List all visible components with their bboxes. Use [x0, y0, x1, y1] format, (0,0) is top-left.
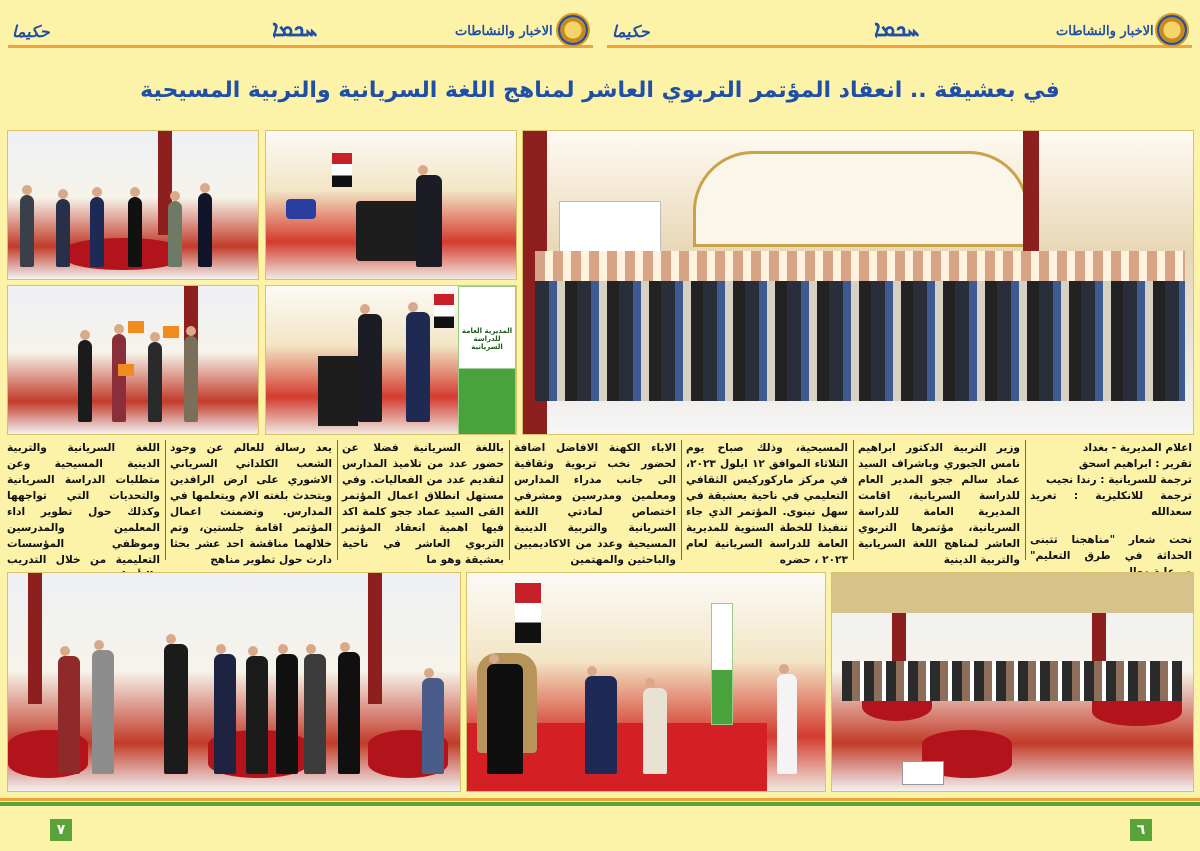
photo-audience-tables — [831, 572, 1194, 792]
article-credits-column — [1030, 440, 1192, 560]
article-column-4: باللغة السريانية فضلا عن حضور عدد من تلاميذ المدارس لتقديم عدد من الفعاليات. وفي مستهل انطلاق اعمال المؤتمر القى السيد عماد ججو كلمة اكد فيها اهمية انعقاد المؤتمر التربوي العاشر في ناحية بعشيقة وهو ما — [342, 442, 504, 566]
credit-directorate: اعلام المديرية - بغداد — [1082, 442, 1192, 454]
directorate-logo-right — [1155, 13, 1189, 47]
credit-report: تقرير : ابراهيم اسحق — [1078, 458, 1192, 470]
magazine-name-right: حكيما — [612, 22, 650, 41]
masthead-rule-left — [8, 45, 593, 48]
group-crowd — [535, 271, 1185, 401]
directorate-rollup-banner — [458, 286, 516, 435]
footer-rule-green — [0, 802, 1200, 806]
photo-delegation-standing — [7, 572, 461, 792]
page-number-left: ٧ — [50, 819, 72, 841]
headline: في بعشيقة .. انعقاد المؤتمر التربوي العاشر لمناهج اللغة السريانية والتربية المسيحية — [140, 78, 1060, 103]
section-title-left: الاخبار والنشاطات — [455, 24, 553, 39]
page-number-right: ٦ — [1130, 819, 1152, 841]
photo-guests-seated — [466, 572, 826, 792]
brand-mark-left: ܚܟܡܐ — [272, 16, 318, 42]
footer-rule-orange — [0, 798, 1200, 801]
article-column-5: يعد رسالة للعالم عن وجود الشعب الكلداني السرياني الاشوري على ارض الرافدين ويتحدث بلغته الام ويتعلمها في المدارس. وتضمنت اعمال المؤتمر اقامة جلستين، وتم خلالهما مناقشة احد عشر بحثا دارت حول تطوير مناهج — [170, 442, 332, 566]
article-column-3: الاباء الكهنة الافاضل اضافة لحضور نخب تربوية وثقافية الى جانب مدراء المدارس ومعلمين ومدرسين ومشرفي اختصاص لمادتي اللغة السريانية والتربية الدينية المسيحية وعدد من الاكاديميين والباحثين والمهتمين — [514, 442, 676, 566]
article-column-1: وزير التربية الدكتور ابراهيم نامس الجبوري وباشراف السيد عماد سالم ججو المدير العام للدراسة السريانية، اقامت المديرية العامة للدراسة السريانية، مؤتمرها التربوي العاشر لمناهج اللغة السريانية والتربية الدينية — [858, 442, 1020, 566]
directorate-logo-left — [556, 13, 590, 47]
brand-mark-right: ܚܟܡܐ — [874, 16, 920, 42]
banner-text: المديرية العامة للدراسة السريانية — [461, 327, 513, 351]
photo-two-speakers — [265, 285, 517, 435]
credit-syriac-translation: ترجمة للسريانية : رندا نجيب — [1045, 474, 1192, 486]
photo-speaker-podium — [265, 130, 517, 280]
stage-arch — [693, 151, 1029, 247]
photo-group-conference — [522, 130, 1194, 435]
article-column-6: اللغة السريانية والتربية الدينية المسيحية وعن متطلبات الدراسة السريانية والتحديات التي تواجهها وكذلك حول تطوير اداء المعلمين والمدرسين وموظفي المؤسسات التعليمية من خلال التدريب — [7, 442, 160, 566]
article-column-2: المسيحية، وذلك صباح يوم الثلاثاء الموافق ١٢ ايلول ٢٠٢٣، في مركز ماركوركيس الثقافي التعليمي في ناحية بعشيقة في سهل نينوى. المؤتمر الذي جاء تنفيذا للخطة السنوية للمديرية العامة للدراسة السريانية لعام ٢٠٢٣ ، حضره — [686, 442, 848, 566]
article-intro: تحت شعار "مناهجنا تتبنى الحداثة في طرق التعليم" — [1030, 534, 1192, 562]
masthead-rule-right — [607, 45, 1192, 48]
credit-english-translation: ترجمة للانكليزية : تغريد سعدالله — [1030, 490, 1192, 518]
section-title-right: الاخبار والنشاطات — [1056, 24, 1154, 39]
photo-students-reading — [7, 285, 259, 435]
magazine-name-left: حكيما — [12, 22, 50, 41]
photo-officials-standing — [7, 130, 259, 280]
